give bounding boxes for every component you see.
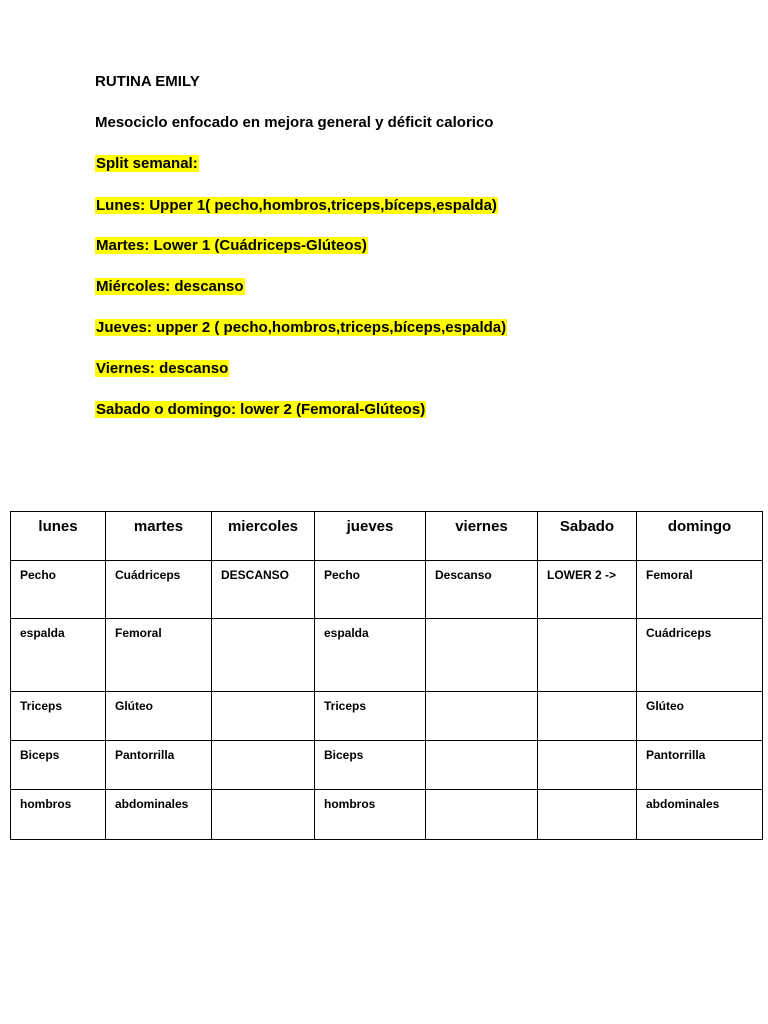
split-line-text: Viernes: descanso: [96, 360, 229, 377]
table-cell: [538, 619, 637, 692]
table-cell: [212, 741, 315, 790]
table-row: [11, 741, 763, 790]
table-cell: espalda: [315, 619, 426, 692]
header-viernes: viernes: [426, 512, 538, 561]
table-cell: DESCANSO: [212, 561, 315, 619]
header-sabado: Sabado: [538, 512, 637, 561]
table-cell: Pantorrilla: [637, 741, 763, 790]
table-header-row: [11, 512, 763, 561]
split-line-text: Lunes: Upper 1( pecho,hombros,triceps,bíceps,espalda): [96, 197, 497, 214]
header-domingo: domingo: [637, 512, 763, 561]
table-cell: Femoral: [637, 561, 763, 619]
table-row: [11, 619, 763, 692]
header-lunes: lunes: [11, 512, 106, 561]
table-cell: espalda: [11, 619, 106, 692]
table-cell: Pantorrilla: [106, 741, 212, 790]
weekly-routine-table: [10, 511, 763, 840]
split-heading: [95, 154, 199, 174]
table-cell: Biceps: [11, 741, 106, 790]
table-cell: Triceps: [315, 692, 426, 741]
split-line-weekend: [95, 400, 426, 420]
table-cell: [212, 692, 315, 741]
table-cell: [426, 790, 538, 840]
table-row: [11, 692, 763, 741]
split-line-viernes: [95, 359, 229, 379]
table-cell: [538, 692, 637, 741]
table-cell: [538, 790, 637, 840]
table-cell: Descanso: [426, 561, 538, 619]
table-cell: Pecho: [11, 561, 106, 619]
document-subtitle: Mesociclo enfocado en mejora general y déficit calorico: [95, 114, 494, 131]
split-line-jueves: [95, 318, 507, 338]
table-cell: [426, 692, 538, 741]
table-cell: [426, 619, 538, 692]
split-heading-text: Split semanal:: [96, 155, 198, 172]
table-cell: Glúteo: [106, 692, 212, 741]
document-title: RUTINA EMILY: [95, 73, 200, 90]
table-cell: [212, 790, 315, 840]
table-cell: Biceps: [315, 741, 426, 790]
table-cell: Cuádriceps: [106, 561, 212, 619]
table-row: [11, 561, 763, 619]
table-cell: hombros: [315, 790, 426, 840]
table-cell: [212, 619, 315, 692]
table-cell: Femoral: [106, 619, 212, 692]
header-jueves: jueves: [315, 512, 426, 561]
header-miercoles: miercoles: [212, 512, 315, 561]
table-cell: [426, 741, 538, 790]
split-line-miercoles: [95, 277, 245, 297]
table-cell: Glúteo: [637, 692, 763, 741]
table-cell: [538, 741, 637, 790]
split-line-text: Jueves: upper 2 ( pecho,hombros,triceps,bíceps,espalda): [96, 319, 507, 336]
header-martes: martes: [106, 512, 212, 561]
table-row: [11, 790, 763, 840]
table-cell: LOWER 2 ->: [538, 561, 637, 619]
split-line-lunes: [95, 196, 498, 216]
table-cell: abdominales: [106, 790, 212, 840]
table-cell: abdominales: [637, 790, 763, 840]
split-line-martes: [95, 236, 368, 256]
table-cell: hombros: [11, 790, 106, 840]
split-line-text: Miércoles: descanso: [96, 278, 244, 295]
split-line-text: Martes: Lower 1 (Cuádriceps-Glúteos): [96, 237, 367, 254]
table-cell: Pecho: [315, 561, 426, 619]
split-line-text: Sabado o domingo: lower 2 (Femoral-Glúteos): [96, 401, 426, 418]
table-cell: Triceps: [11, 692, 106, 741]
table-cell: Cuádriceps: [637, 619, 763, 692]
